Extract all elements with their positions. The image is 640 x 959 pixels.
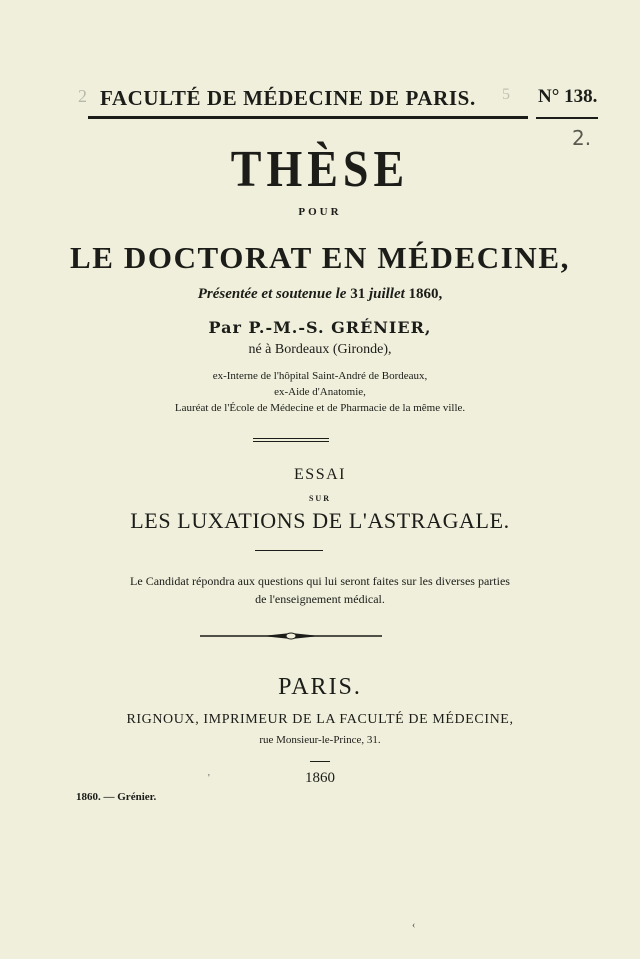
- presentee-day: 31: [350, 286, 366, 302]
- ink-speck: ‹: [412, 920, 416, 931]
- pencil-annotation-left: 2: [78, 86, 87, 106]
- pencil-annotation-right: 5: [502, 86, 510, 103]
- sur-label: SUR: [308, 494, 331, 503]
- candidate-note-line: de l'enseignement médical.: [255, 592, 385, 606]
- author-title-line: ex-Aide d'Anatomie,: [274, 386, 366, 398]
- candidate-note-line: Le Candidat répondra aux questions qui lui seront faites sur les diverses parties: [130, 574, 510, 588]
- presentee-year: 1860,: [408, 286, 443, 302]
- signature-note: 1860. — Grénier.: [76, 791, 157, 803]
- header-rule: [88, 116, 528, 119]
- thesis-title: THÈSE: [230, 139, 410, 198]
- header-rule-right: [536, 117, 598, 119]
- faculty-header: FACULTÉ DE MÉDECINE DE PARIS.: [100, 86, 476, 110]
- imprint-city: PARIS.: [278, 674, 362, 700]
- printer-address: rue Monsieur-le-Prince, 31.: [259, 734, 381, 746]
- essai-heading: ESSAI: [294, 466, 346, 483]
- author-title-line: ex-Interne de l'hôpital Saint-André de Bordeaux,: [212, 370, 428, 382]
- defense-date: [0, 286, 640, 303]
- presentee-prefix: Présentée et soutenue le: [197, 286, 347, 302]
- imprint-year: 1860: [305, 770, 335, 786]
- ink-speck: ': [208, 773, 210, 784]
- pencil-annotation-side: 2.: [572, 126, 592, 150]
- short-rule: [255, 550, 323, 551]
- double-rule-bottom: [253, 441, 329, 442]
- thesis-number: N° 138.: [538, 86, 598, 107]
- printer-name: RIGNOUX, IMPRIMEUR DE LA FACULTÉ DE MÉDECINE,: [126, 712, 514, 727]
- author-name: Par P.-M.-S. GRÉNIER,: [208, 318, 432, 337]
- year-dash: [310, 761, 330, 762]
- presentee-month: juillet: [368, 286, 405, 302]
- subject-title: LES LUXATIONS DE L'ASTRAGALE.: [130, 508, 510, 533]
- double-rule-top: [253, 438, 329, 439]
- author-birthplace: né à Bordeaux (Gironde),: [248, 342, 392, 357]
- doctorate-heading: LE DOCTORAT EN MÉDECINE,: [69, 240, 571, 275]
- ornamental-rule: [200, 631, 382, 641]
- pour-label: POUR: [298, 206, 342, 218]
- author-title-line: Lauréat de l'École de Médecine et de Pharmacie de la même ville.: [174, 402, 466, 414]
